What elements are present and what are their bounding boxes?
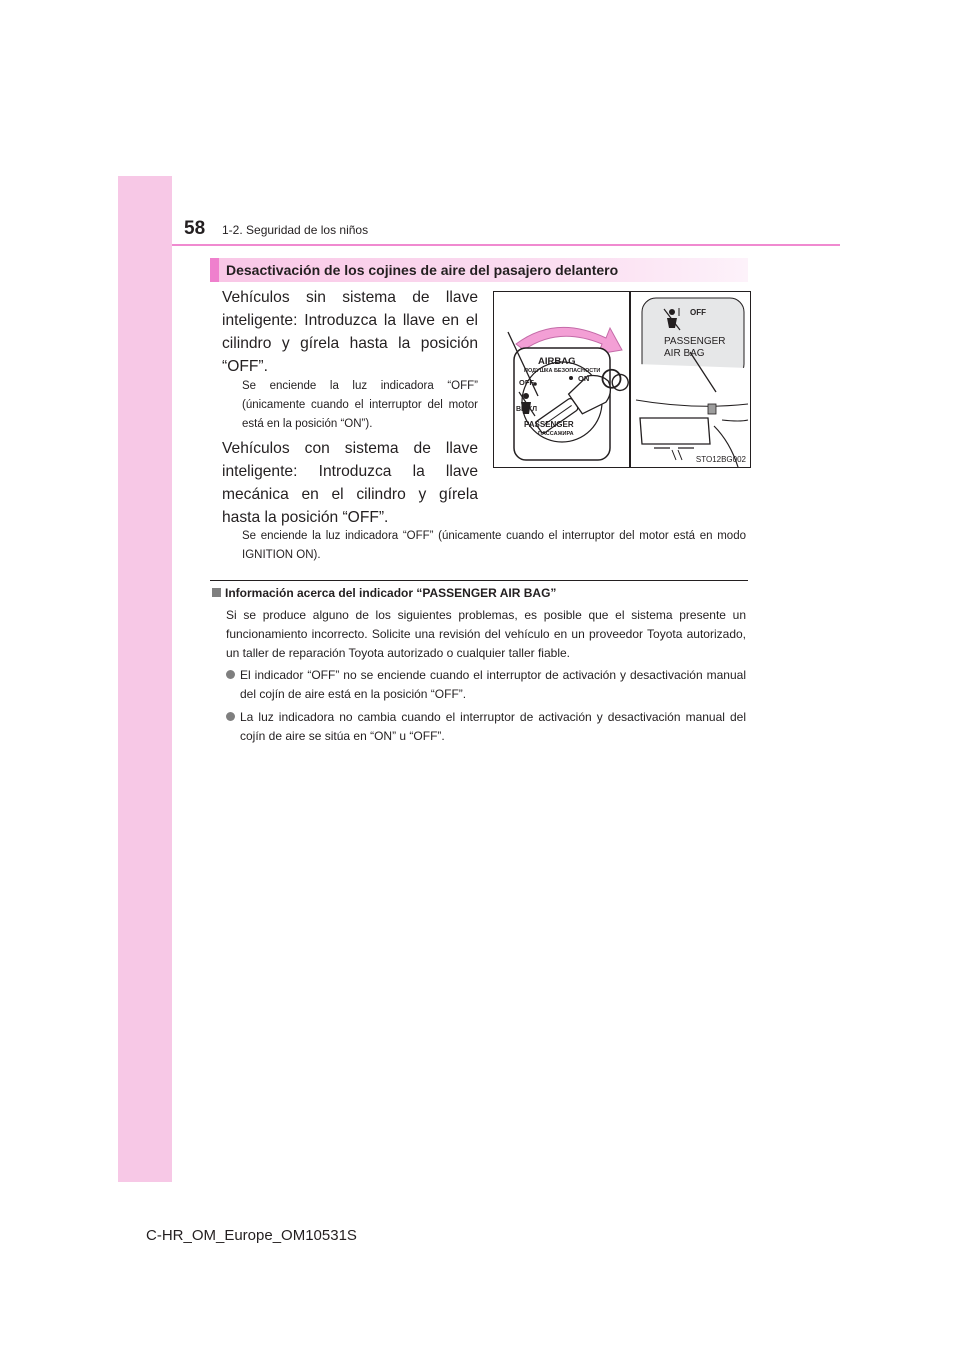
step-2-text: Vehículos con sistema de llave inteligente: Introduzca la llave mecánica en el cilindro y gírela hasta la posición “OFF”. bbox=[222, 440, 478, 526]
side-band bbox=[118, 176, 172, 1182]
heading-marker bbox=[210, 258, 219, 282]
step-1-note: Se enciende la luz indicadora “OFF” (únicamente cuando el interruptor del motor está en la posición “ON”). bbox=[242, 380, 478, 430]
step-1-text: Vehículos sin sistema de llave inteligente: Introduzca la llave en el cilindro y gírela hasta la posición “OFF”. bbox=[222, 289, 478, 375]
info-title: Información acerca del indicador “PASSENGER AIR BAG” bbox=[225, 586, 557, 600]
switch-passenger-label: PASSENGER bbox=[524, 420, 574, 429]
bullet-dot-icon bbox=[226, 670, 235, 679]
list-item bbox=[226, 666, 746, 704]
heading-title: Desactivación de los cojines de aire del pasajero delantero bbox=[226, 262, 619, 278]
switch-airbag-label: AIRBAG bbox=[538, 356, 576, 367]
bullet-text: El indicador “OFF” no se enciende cuando el interruptor de activación y desactivación manual del cojín de aire está en la posición “OFF”. bbox=[240, 668, 746, 701]
switch-off-label: OFF bbox=[519, 378, 534, 387]
bullet-dot-icon bbox=[226, 712, 235, 721]
airbag-switch-illustration bbox=[493, 291, 751, 468]
heading-bar bbox=[210, 258, 748, 282]
indicator-line-1: PASSENGER bbox=[664, 336, 726, 347]
info-heading bbox=[212, 586, 556, 600]
page-number: 58 bbox=[184, 218, 206, 239]
indicator-off-label: OFF bbox=[690, 308, 706, 317]
step-2-note: Se enciende la luz indicadora “OFF” (únicamente cuando el interruptor del motor está en modo IGNITION ON). bbox=[242, 530, 746, 561]
section-divider bbox=[210, 580, 748, 581]
header-rule bbox=[172, 244, 840, 246]
figure-code: STO12BG002 bbox=[695, 455, 746, 464]
square-bullet-icon bbox=[212, 588, 221, 597]
switch-on-label: ON bbox=[578, 374, 590, 383]
footer-doc-id: C-HR_OM_Europe_OM10531S bbox=[146, 1227, 357, 1244]
bullet-text: La luz indicadora no cambia cuando el interruptor de activación y desactivación manual del cojín de aire se sitúa en “ON” u “OFF”. bbox=[240, 710, 746, 743]
display-screen bbox=[640, 418, 710, 444]
list-item bbox=[226, 708, 746, 746]
info-body: Si se produce alguno de los siguientes problemas, es posible que el sistema presente un funcionamiento incorrecto. Solicite una revisión del vehículo en un proveedor Toyota autorizado, un taller de reparación Toyota autorizado o cualquier taller fiable. bbox=[226, 608, 746, 660]
switch-off-ru-label: ВЫКЛ bbox=[516, 406, 538, 413]
indicator-line-2: AIR BAG bbox=[664, 348, 705, 359]
section-title: 1-2. Seguridad de los niños bbox=[222, 223, 369, 237]
switch-airbag-ru-label: ПОДУШКА БЕЗОПАСНОСТИ bbox=[524, 368, 601, 374]
switch-passenger-ru-label: ПАССАЖИРА bbox=[538, 431, 574, 437]
